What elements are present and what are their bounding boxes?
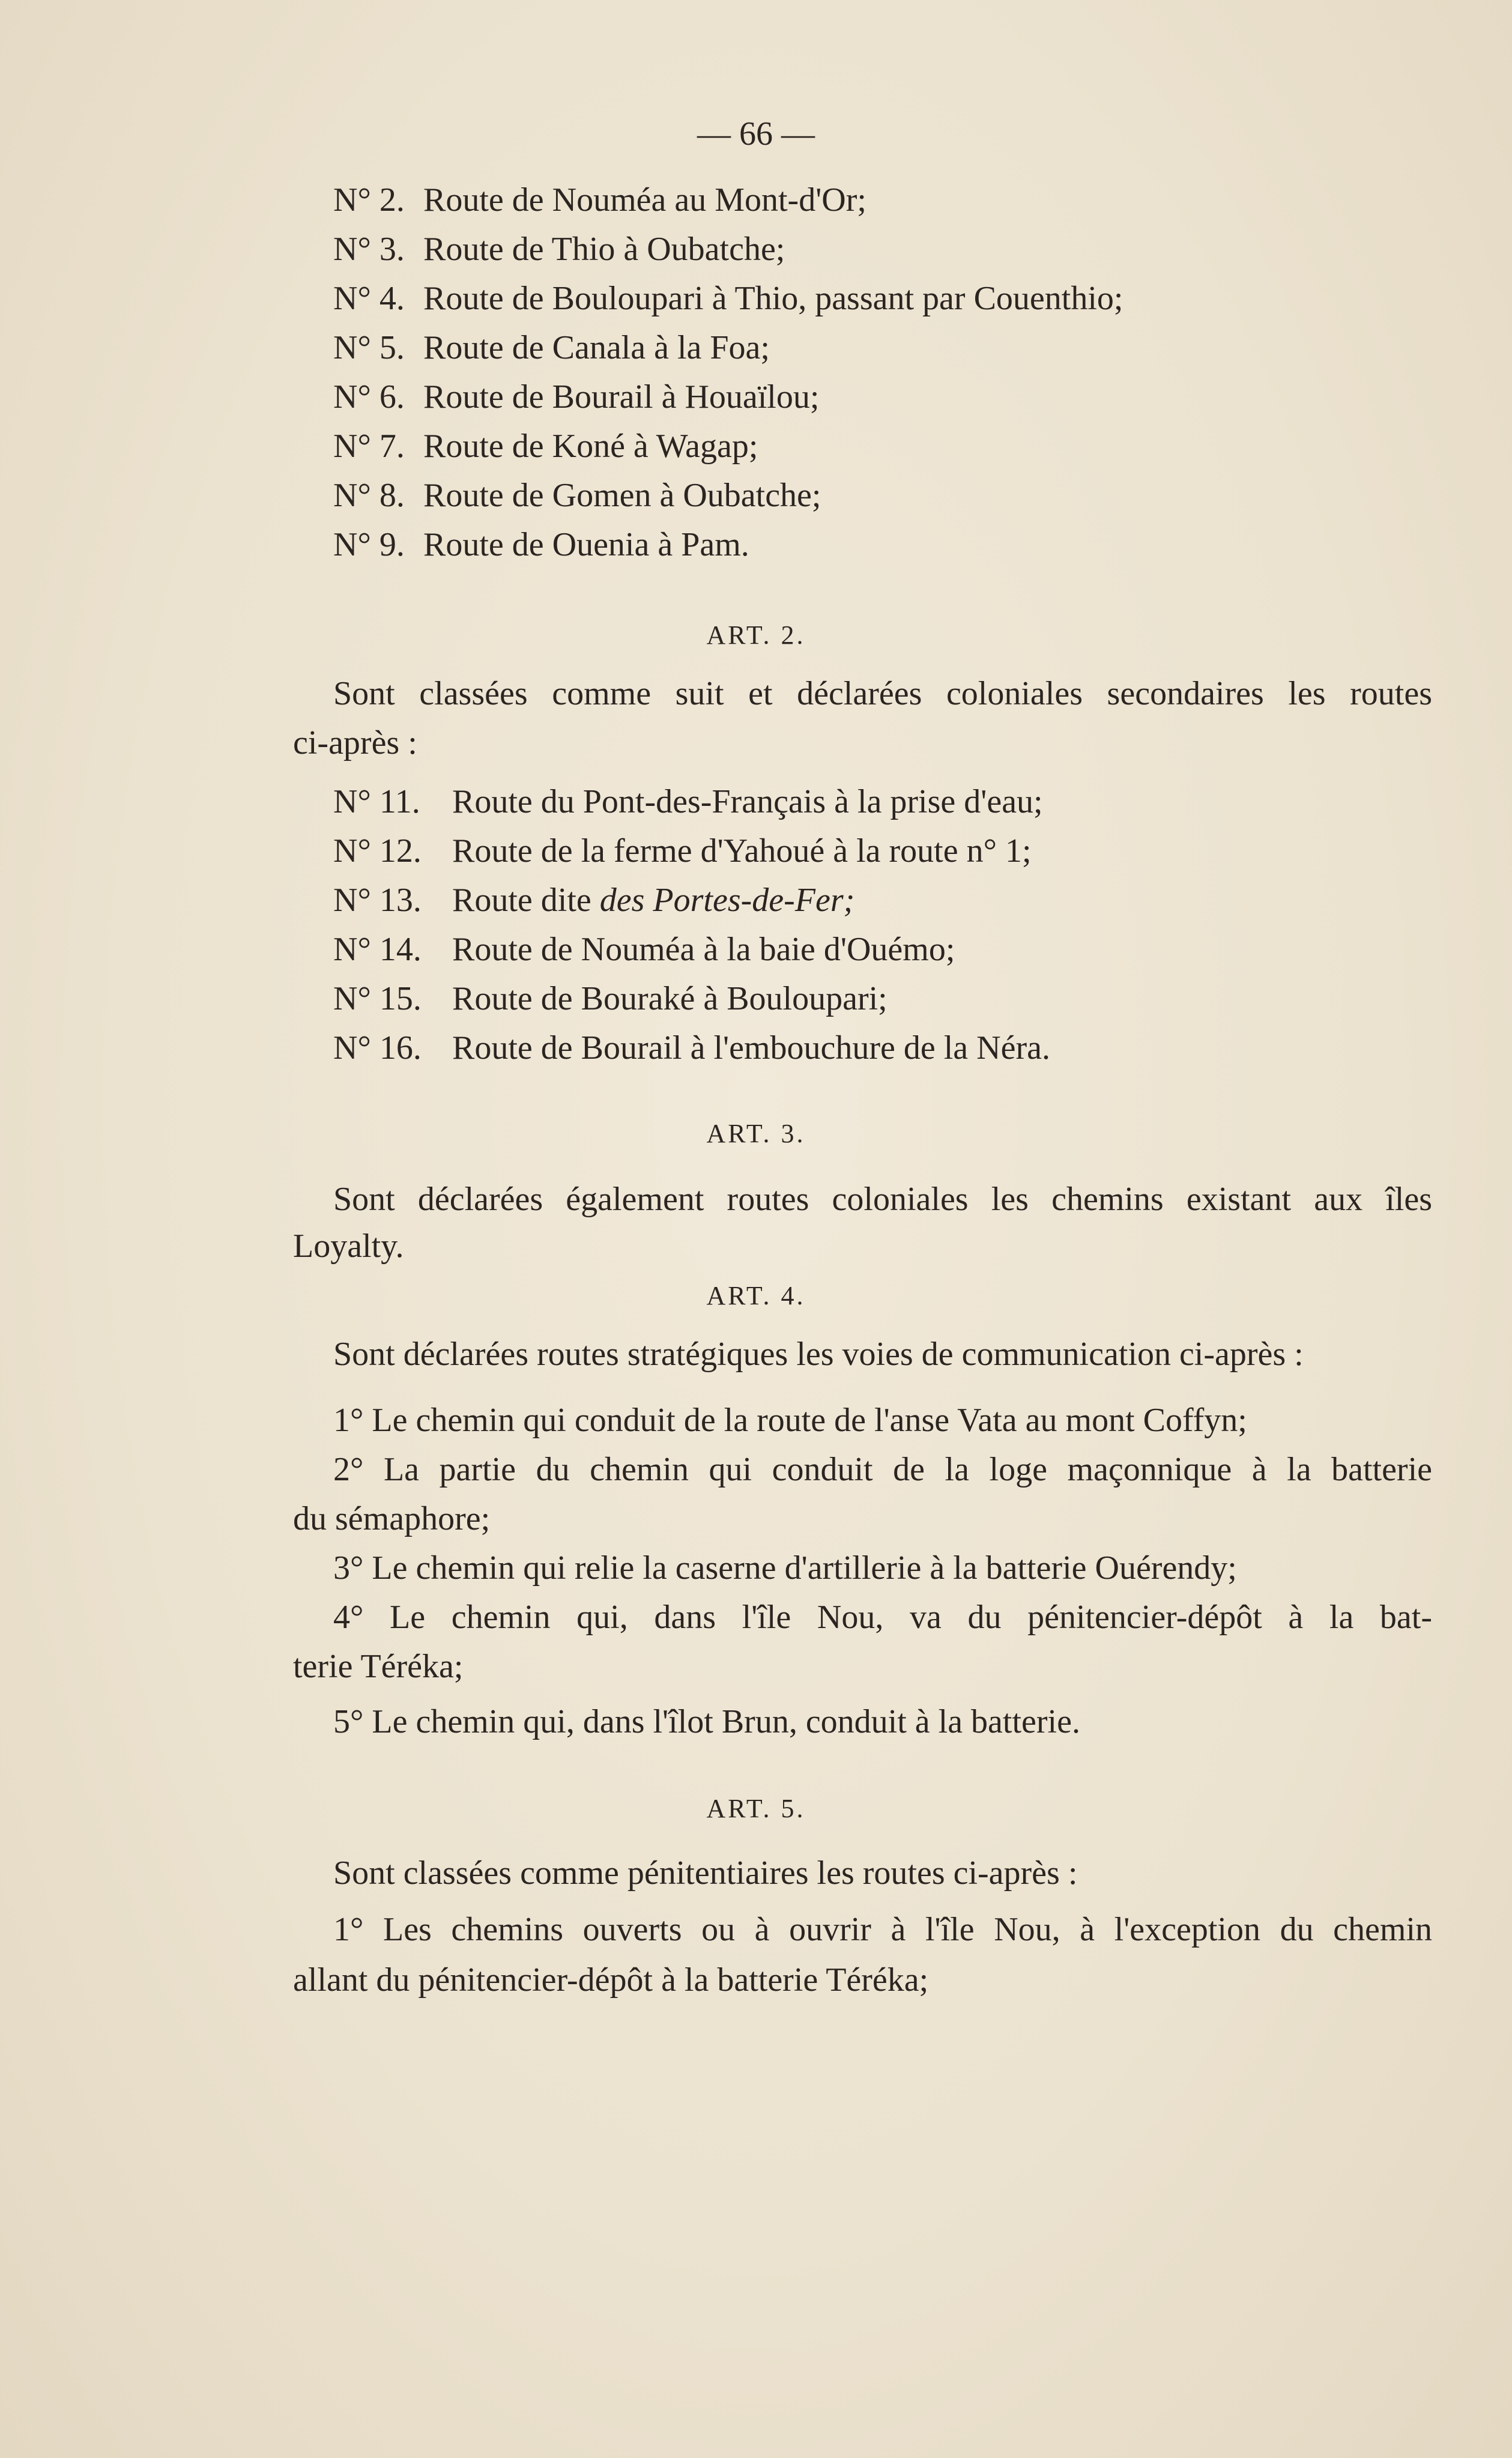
route-number: N° 7. — [333, 428, 405, 465]
article-heading: ART. 3. — [706, 1119, 806, 1148]
route-entry — [333, 524, 749, 566]
article-heading: ART. 4. — [706, 1281, 806, 1310]
route-number: N° 9. — [333, 526, 405, 563]
route-number: N° 2. — [333, 181, 405, 219]
route-text: Route de Canala à la Foa; — [423, 329, 770, 366]
page-number: — 66 — — [697, 115, 815, 153]
list-item: 5° Le chemin qui, dans l'îlot Brun, conduit à la batterie. — [333, 1703, 1080, 1740]
route-text: Route du Pont-des-Français à la prise d'eau; — [452, 783, 1043, 820]
route-text-prefix: Route dite — [452, 882, 600, 919]
article-heading: ART. 5. — [706, 1794, 806, 1823]
route-entry — [333, 277, 1123, 319]
route-entry — [333, 928, 955, 970]
paragraph-line: Sont déclarées routes stratégiques les voies de communication ci-après : — [333, 1336, 1304, 1373]
route-text: Route de Nouméa à la baie d'Ouémo; — [452, 931, 955, 968]
list-item: 2° La partie du chemin qui conduit de la loge maçonnique à la batterie — [333, 1451, 1432, 1488]
route-entry — [333, 179, 866, 221]
route-text: Route de Bourail à Houaïlou; — [423, 378, 820, 416]
route-entry — [333, 228, 785, 270]
route-entry — [333, 327, 770, 369]
paragraph-line: Sont classées comme suit et déclarées coloniales secondaires les routes — [333, 675, 1432, 712]
route-number: N° 5. — [333, 329, 405, 366]
route-text: Route de Koné à Wagap; — [423, 428, 758, 465]
route-number: N° 14. — [333, 931, 422, 968]
list-item: 3° Le chemin qui relie la caserne d'artillerie à la batterie Ouérendy; — [333, 1549, 1237, 1587]
list-item-continuation: du sémaphore; — [293, 1500, 491, 1537]
route-number: N° 16. — [333, 1029, 422, 1067]
route-text: Route de Ouenia à Pam. — [423, 526, 749, 563]
route-number: N° 13. — [333, 882, 422, 919]
list-item: 1° Les chemins ouverts ou à ouvrir à l'île Nou, à l'exception du chemin — [333, 1911, 1432, 1948]
list-item-continuation: allant du pénitencier-dépôt à la batterie Téréka; — [293, 1961, 929, 1999]
list-item: 1° Le chemin qui conduit de la route de l'anse Vata au mont Coffyn; — [333, 1402, 1247, 1439]
route-number: N° 8. — [333, 477, 405, 514]
list-item: 4° Le chemin qui, dans l'île Nou, va du pénitencier-dépôt à la bat- — [333, 1599, 1432, 1636]
paragraph-line: Sont classées comme pénitentiaires les routes ci-après : — [333, 1854, 1078, 1892]
route-number: N° 15. — [333, 980, 422, 1017]
paragraph-line: Sont déclarées également routes coloniales les chemins existant aux îles — [333, 1181, 1432, 1218]
route-number: N° 4. — [333, 280, 405, 317]
list-item-continuation: terie Téréka; — [293, 1648, 464, 1685]
route-number: N° 3. — [333, 231, 405, 268]
route-entry — [333, 376, 819, 418]
route-entry — [333, 1027, 1050, 1069]
route-entry — [333, 425, 758, 467]
route-entry — [333, 474, 821, 516]
route-number: N° 6. — [333, 378, 405, 416]
paragraph-line: Loyalty. — [293, 1227, 404, 1265]
route-text: Route de Nouméa au Mont-d'Or; — [423, 181, 866, 219]
route-text: Route de la ferme d'Yahoué à la route n° 1; — [452, 832, 1032, 870]
route-entry — [333, 830, 1032, 872]
route-text: Route de Bouraké à Bouloupari; — [452, 980, 888, 1017]
route-text: Route de Gomen à Oubatche; — [423, 477, 821, 514]
route-number: N° 12. — [333, 832, 422, 870]
route-entry — [333, 879, 854, 921]
paragraph-line: ci-après : — [293, 724, 417, 761]
article-heading: ART. 2. — [706, 620, 806, 650]
route-entry — [333, 781, 1043, 823]
route-entry — [333, 978, 888, 1020]
route-text: Route de Bourail à l'embouchure de la Néra. — [452, 1029, 1050, 1067]
route-text: Route de Bouloupari à Thio, passant par Couenthio; — [423, 280, 1123, 317]
route-number: N° 11. — [333, 783, 420, 820]
route-text-italic: des Portes-de-Fer; — [599, 882, 855, 919]
route-text: Route de Thio à Oubatche; — [423, 231, 785, 268]
